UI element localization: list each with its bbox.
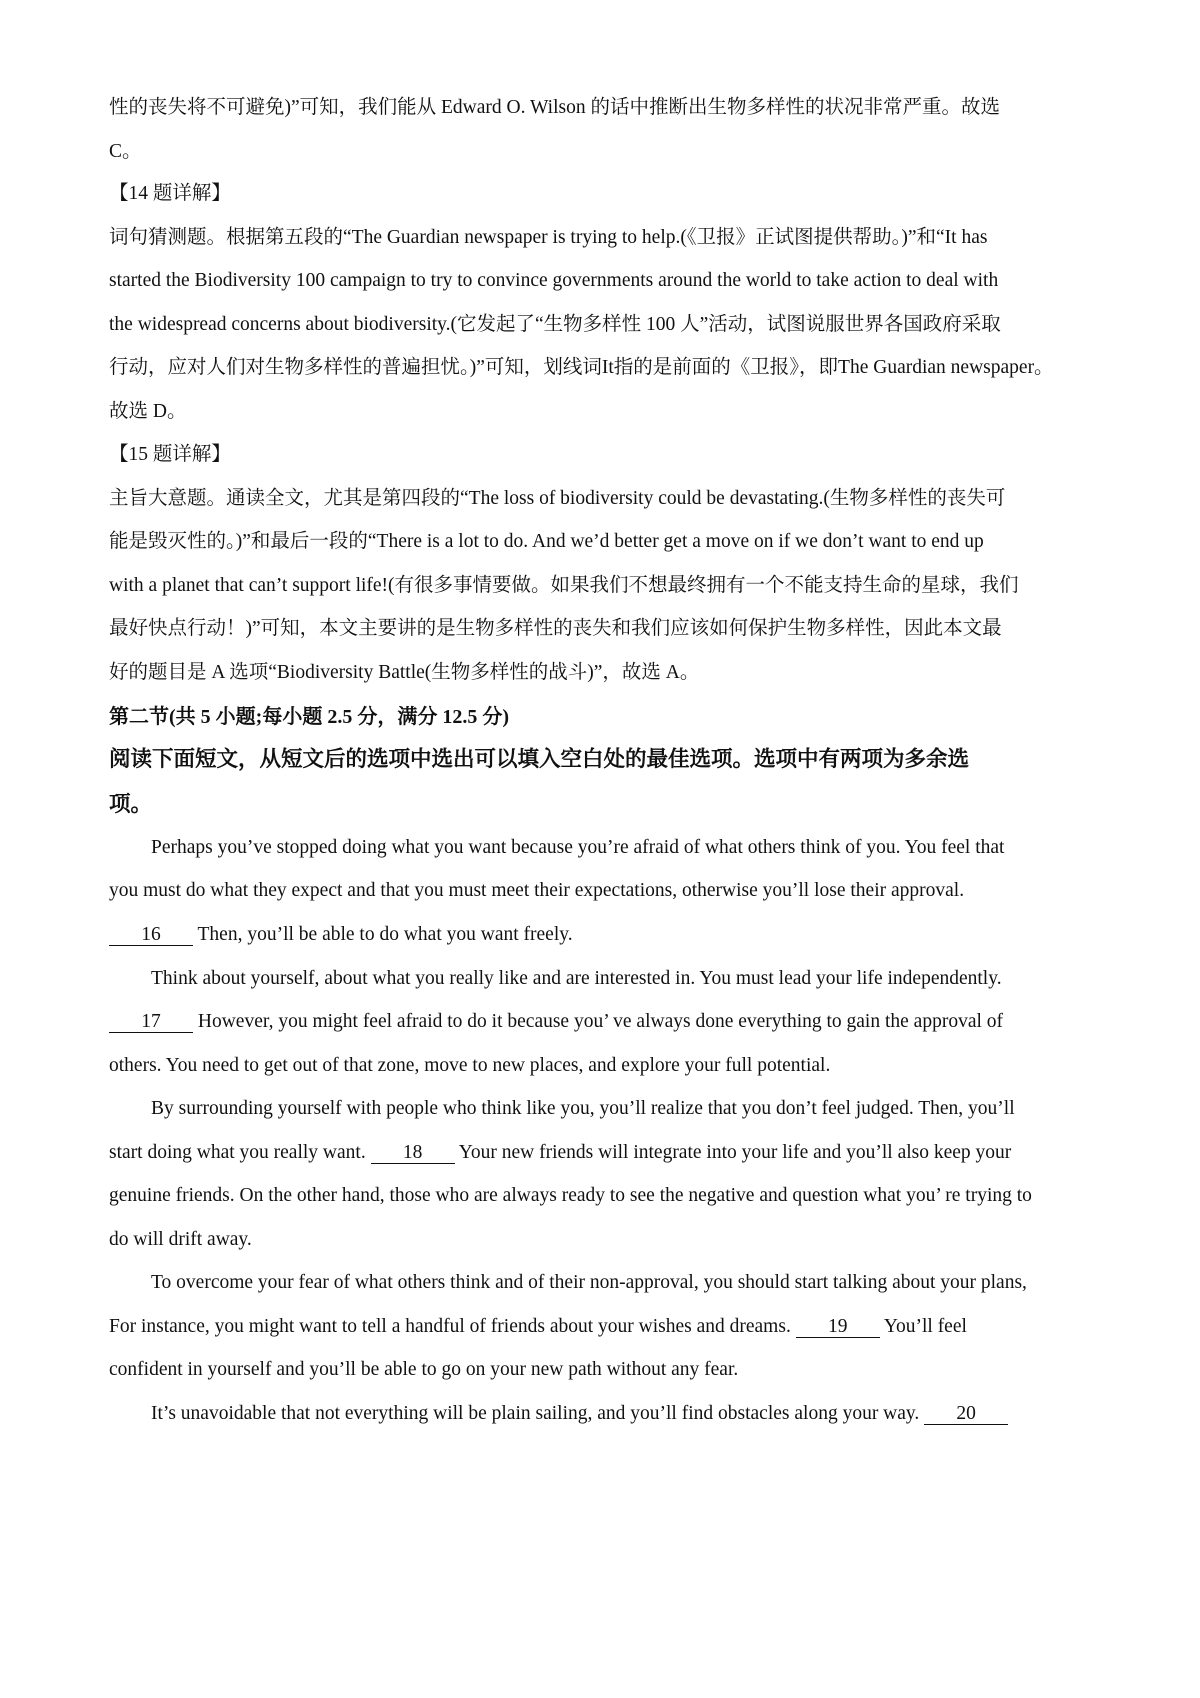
section-2-instruction-line-2: 项。	[109, 792, 153, 817]
passage-p4-line-2-before: For instance, you might want to tell a handful of friends about your wishes and dreams.	[109, 1316, 796, 1337]
q14-line-5: 故选 D。	[109, 401, 187, 422]
passage-p1-line-1: Perhaps you’ve stopped doing what you want because you’re afraid of what others think of you. You feel that	[151, 837, 1005, 858]
section-2-instruction-line-1: 阅读下面短文，从短文后的选项中选出可以填入空白处的最佳选项。选项中有两项为多余选	[109, 747, 970, 772]
passage-p3-line-3: genuine friends. On the other hand, those who are always ready to see the negative and question what you’ re trying to	[109, 1185, 1032, 1206]
passage-p3-line-2	[109, 1141, 1011, 1165]
explanation-13-line-1: 性的丧失将不可避免)”可知，我们能从 Edward O. Wilson 的话中推断出生物多样性的状况非常严重。故选	[109, 97, 1000, 118]
passage-p4-line-2	[109, 1315, 967, 1339]
passage-p4-line-2-after: You’ll feel	[879, 1316, 967, 1337]
blank-20: 20	[924, 1404, 1008, 1425]
q14-line-4: 行动，应对人们对生物多样性的普遍担忧。)”可知，划线词It指的是前面的《卫报》，即The Guardian newspaper。	[109, 357, 1054, 378]
passage-p2-line-3: others. You need to get out of that zone, move to new places, and explore your full potential.	[109, 1055, 831, 1076]
blank-17: 17	[109, 1012, 193, 1033]
passage-p4-line-1: To overcome your fear of what others think and of their non-approval, you should start talking about your plans,	[151, 1272, 1027, 1293]
section-2-title: 第二节(共 5 小题;每小题 2.5 分，满分 12.5 分)	[109, 706, 509, 728]
passage-p5-line-1-before: It’s unavoidable that not everything will be plain sailing, and you’ll find obstacles along your way.	[151, 1403, 925, 1424]
passage-p3-line-4: do will drift away.	[109, 1229, 252, 1250]
passage-p1-line-2: you must do what they expect and that you must meet their expectations, otherwise you’ll lose their approval.	[109, 880, 965, 901]
passage-p2-line-2	[109, 1010, 1003, 1034]
passage-p1-line-3-text: Then, you’ll be able to do what you want freely.	[193, 924, 573, 945]
passage-p3-line-2-after: Your new friends will integrate into your life and you’ll also keep your	[454, 1142, 1012, 1163]
q14-heading: 【14 题详解】	[109, 183, 231, 204]
explanation-13-line-2: C。	[109, 141, 142, 162]
q15-line-4: 最好快点行动！)”可知，本文主要讲的是生物多样性的丧失和我们应该如何保护生物多样性，因此本文最	[109, 618, 1002, 639]
passage-p3-line-2-before: start doing what you really want.	[109, 1142, 371, 1163]
blank-16: 16	[109, 925, 193, 946]
passage-p3-line-1: By surrounding yourself with people who think like you, you’ll realize that you don’t feel judged. Then, you’ll	[151, 1098, 1015, 1119]
q14-line-2: started the Biodiversity 100 campaign to try to convince governments around the world to take action to deal with	[109, 270, 999, 291]
q15-line-2: 能是毁灭性的。)”和最后一段的“There is a lot to do. And we’d better get a move on if we don’t want to end up	[109, 531, 984, 552]
q15-line-1: 主旨大意题。通读全文，尤其是第四段的“The loss of biodiversity could be devastating.(生物多样性的丧失可	[109, 488, 1006, 509]
passage-p2-line-1: Think about yourself, about what you really like and are interested in. You must lead your life independently.	[151, 968, 1002, 989]
passage-p1-line-3	[109, 923, 573, 947]
blank-19: 19	[796, 1317, 880, 1338]
q15-line-3: with a planet that can’t support life!(有很多事情要做。如果我们不想最终拥有一个不能支持生命的星球，我们	[109, 575, 1019, 596]
q15-heading: 【15 题详解】	[109, 444, 231, 465]
passage-p5-line-1	[151, 1402, 1008, 1426]
blank-18: 18	[371, 1143, 455, 1164]
q14-line-3: the widespread concerns about biodiversity.(它发起了“生物多样性 100 人”活动，试图说服世界各国政府采取	[109, 314, 1001, 335]
q14-line-1: 词句猜测题。根据第五段的“The Guardian newspaper is trying to help.(《卫报》正试图提供帮助。)”和“It has	[109, 227, 988, 248]
passage-p4-line-3: confident in yourself and you’ll be able to go on your new path without any fear.	[109, 1359, 739, 1380]
q15-line-5: 好的题目是 A 选项“Biodiversity Battle(生物多样性的战斗)”，故选 A。	[109, 662, 700, 683]
passage-p2-line-2-text: However, you might feel afraid to do it because you’ ve always done everything to gain the approval of	[193, 1011, 1004, 1032]
